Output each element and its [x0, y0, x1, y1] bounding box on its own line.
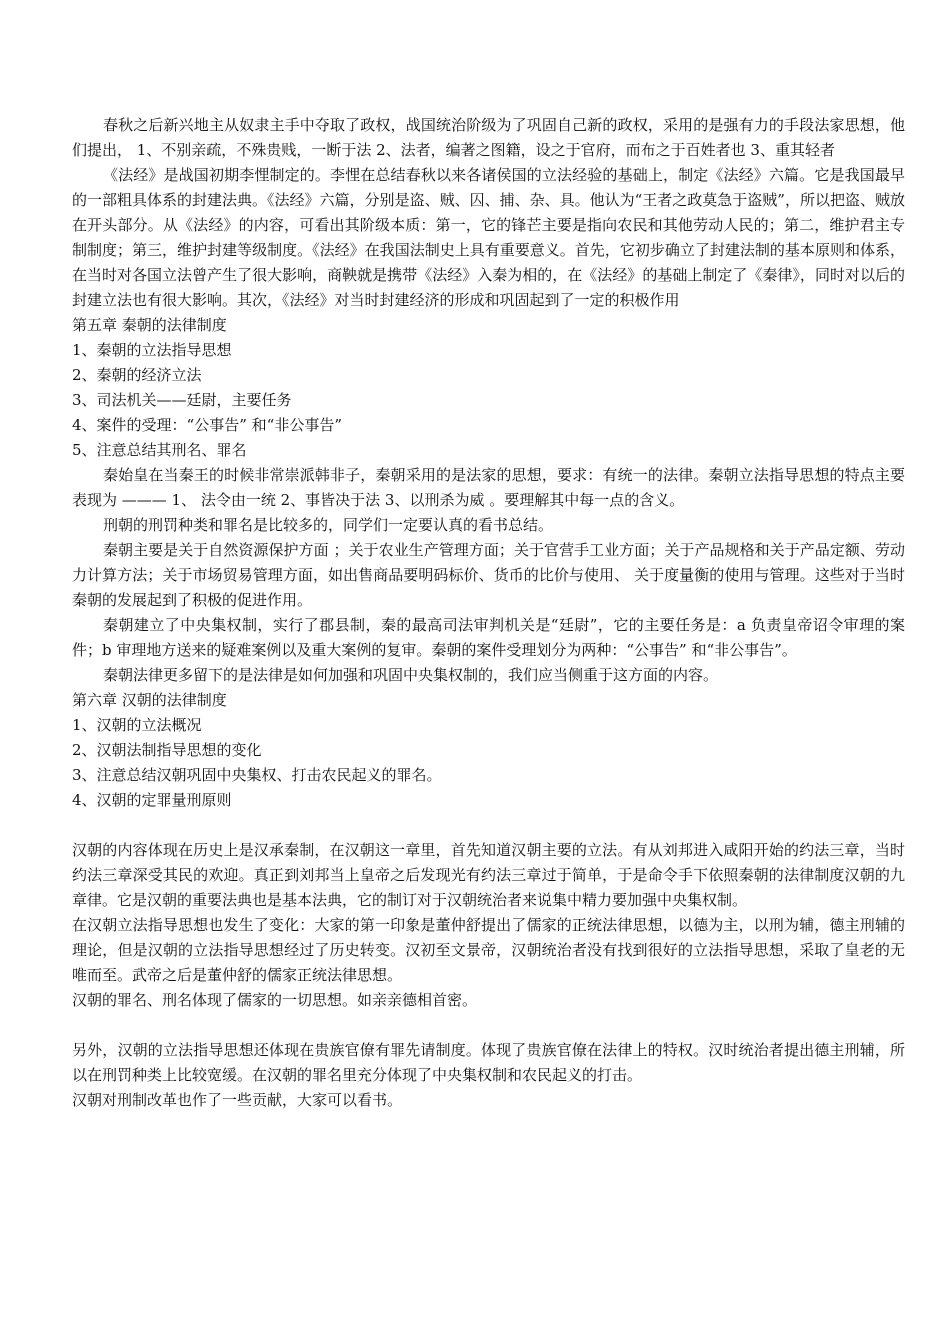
blank-line [72, 1013, 905, 1038]
paragraph-han-privilege: 另外，汉朝的立法指导思想还体现在贵族官僚有罪先请制度。体现了贵族官僚在法律上的特权。汉时统治者提出德主刑辅，所以在刑罚种类上比较宽缓。在汉朝的罪名里充分体现了中央集权制和农民起义的打击。 [72, 1041, 905, 1084]
list-item-qin-5: 5、注意总结其刑名、罪名 [72, 441, 247, 459]
list-item-qin-4: 4、案件的受理：“公事告” 和“非公事告” [72, 416, 342, 434]
blank-line [72, 813, 905, 838]
list-item-han-2: 2、汉朝法制指导思想的变化 [72, 741, 262, 759]
paragraph-han-crimes: 汉朝的罪名、刑名体现了儒家的一切思想。如亲亲德相首密。 [72, 991, 478, 1009]
list-item-han-1: 1、汉朝的立法概况 [72, 716, 202, 734]
list-item-qin-1: 1、秦朝的立法指导思想 [72, 341, 232, 359]
paragraph-fajing: 《法经》是战国初期李悝制定的。李悝在总结春秋以来各诸侯国的立法经验的基础上，制定《法经》六篇。它是我国最早的一部粗具体系的封建法典。《法经》六篇，分别是盗、贼、囚、捕、杂、具。他认为“王者之政莫急于盗贼”，所以把盗、贼放在开头部分。从《法经》的内容，可看出其阶级本质：第一，它的锋芒主要是指向农民和其他劳动人民的；第二，维护君主专制制度；第三，维护封建等级制度。《法经》在我国法制史上具有重要意义。首先，它初步确立了封建法制的基本原则和体系，在当时对各国立法曾产生了很大影响，商鞅就是携带《法经》入秦为相的，在《法经》的基础上制定了《秦律》，同时对以后的封建立法也有很大影响。其次，《法经》对当时封建经济的形成和巩固起到了一定的积极作用 [72, 166, 905, 309]
document-page [72, 113, 905, 1113]
paragraph-warring-states: 春秋之后新兴地主从奴隶主手中夺取了政权，战国统治阶级为了巩固自己新的政权，采用的是强有力的手段法家思想，他们提出， 1、不别亲疏，不殊贵贱，一断于法 2、法者，编著之图籍，设之于官府，而布之于百姓者也 3、重其轻者 [72, 116, 905, 159]
paragraph-qin-guiding-thought: 秦始皇在当秦王的时候非常崇派韩非子，秦朝采用的是法家的思想，要求：有统一的法律。秦朝立法指导思想的特点主要表现为 ——— 1、 法令由一统 2、事皆决于法 3、以刑杀为威 。要理解其中每一点的含义。 [72, 466, 905, 509]
list-item-qin-2: 2、秦朝的经济立法 [72, 366, 202, 384]
list-item-qin-3: 3、司法机关——廷尉，主要任务 [72, 391, 292, 409]
paragraph-qin-centralization: 秦朝法律更多留下的是法律是如何加强和巩固中央集权制的，我们应当侧重于这方面的内容。 [103, 666, 719, 684]
paragraph-qin-punishments: 刑朝的刑罚种类和罪名是比较多的，同学们一定要认真的看书总结。 [103, 516, 554, 534]
paragraph-han-reform: 汉朝对刑制改革也作了一些贡献，大家可以看书。 [72, 1091, 403, 1109]
paragraph-qin-judiciary: 秦朝建立了中央集权制，实行了郡县制，秦的最高司法审判机关是“廷尉”，它的主要任务是：a 负责皇帝诏令审理的案件；b 审理地方送来的疑难案例以及重大案例的复审。秦朝的案件受理划分为两种：“公事告” 和“非公事告”。 [72, 616, 905, 659]
paragraph-han-guiding-thought: 在汉朝立法指导思想也发生了变化：大家的第一印象是董仲舒提出了儒家的正统法律思想，以德为主，以刑为辅，德主刑辅的理论，但是汉朝的立法指导思想经过了历史转变。汉初至文景帝，汉朝统治者没有找到很好的立法指导思想，采取了皇老的无唯而至。武帝之后是董仲舒的儒家正统法律思想。 [72, 916, 905, 984]
chapter-heading-qin: 第五章 秦朝的法律制度 [72, 316, 227, 334]
list-item-han-3: 3、注意总结汉朝巩固中央集权、打击农民起义的罪名。 [72, 766, 442, 784]
list-item-han-4: 4、汉朝的定罪量刑原则 [72, 791, 232, 809]
paragraph-qin-economic-law: 秦朝主要是关于自然资源保护方面 ；关于农业生产管理方面；关于官营手工业方面；关于产品规格和关于产品定额、劳动力计算方法；关于市场贸易管理方面，如出售商品要明码标价、货币的比价与使用、 关于度量衡的使用与管理。这些对于当时秦朝的发展起到了积极的促进作用。 [72, 541, 905, 609]
chapter-heading-han: 第六章 汉朝的法律制度 [72, 691, 227, 709]
paragraph-han-legislation: 汉朝的内容体现在历史上是汉承秦制，在汉朝这一章里，首先知道汉朝主要的立法。有从刘邦进入咸阳开始的约法三章，当时约法三章深受其民的欢迎。真正到刘邦当上皇帝之后发现光有约法三章过于简单，于是命令手下依照秦朝的法律制度汉朝的九章律。它是汉朝的重要法典也是基本法典，它的制订对于汉朝统治者来说集中精力要加强中央集权制。 [72, 841, 905, 909]
